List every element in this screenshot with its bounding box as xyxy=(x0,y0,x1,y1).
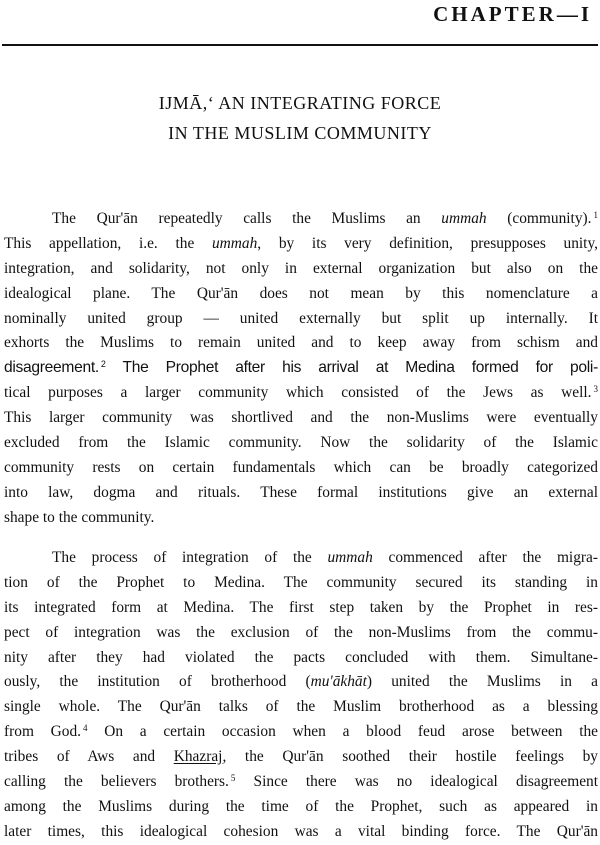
paragraph-1 xyxy=(4,207,598,531)
p1-line-2: This appellation, i.e. the ummah, by its very definition, presupposes unity, xyxy=(4,234,598,252)
p2-line-12: later times, this idealogical cohesion was a vital binding force. The Qur'ān xyxy=(4,822,598,840)
chapter-title-line-1: IJMĀ,‘ AN INTEGRATING FORCE xyxy=(158,93,442,113)
footnote-marker: 2 xyxy=(100,359,106,370)
p1-line-13: shape to the community. xyxy=(4,508,155,526)
p2-line-1: The process of integration of the ummah commenced after the migra- xyxy=(52,549,598,566)
header-rule xyxy=(2,44,598,46)
footnote-marker: 3 xyxy=(593,384,598,395)
p1-line-7: disagreement. $^2$ The Prophet after his arrival at Medina formed for poli- xyxy=(4,359,598,377)
p1-line-5: nominally united group — united externally but split up internally. It xyxy=(4,309,598,327)
p2-line-10: calling the believers brothers. $^5$ Since there was no idealogical disagreement xyxy=(4,773,598,791)
p1-line-3: integration, and solidarity, not only in external organization but also on the xyxy=(4,259,598,277)
p1-line-10: excluded from the Islamic community. Now the solidarity of the Islamic xyxy=(4,434,598,452)
p2-line-3: its integrated form at Medina. The first step taken by the Prophet in res- xyxy=(4,598,598,616)
p1-line-11: community rests on certain fundamentals which can be broadly categorized xyxy=(4,458,598,476)
p2-line-7: single whole. The Qur'ān talks of the Muslim brotherhood as a blessing xyxy=(4,698,598,716)
footnote-marker: 5 xyxy=(230,773,236,784)
p1-line-9: This larger community was shortlived and the non-Muslims were eventually xyxy=(4,409,598,427)
chapter-title-line-2: IN THE MUSLIM COMMUNITY xyxy=(168,123,432,143)
p2-line-8: from God. $^4$ On a certain occasion when a blood feud arose between the xyxy=(4,723,598,741)
p2-line-4: pect of integration was the exclusion of the non-Muslims from the commu- xyxy=(4,623,598,641)
p1-line-8: tical purposes a larger community which consisted of the Jews as well. $^3$ xyxy=(4,384,598,402)
p2-line-9: tribes of Aws and Khazraj, the Qur'ān soothed their hostile feelings by xyxy=(4,748,598,766)
chapter-heading: CHAPTER—I xyxy=(433,2,592,26)
p2-line-5: nity after they had violated the pacts concluded with them. Simultane- xyxy=(4,648,598,666)
footnote-marker: 1 xyxy=(593,210,598,220)
p1-line-6: exhorts the Muslims to remain united and to keep away from schism and xyxy=(4,334,598,352)
paragraph-2 xyxy=(4,546,598,845)
chapter-title xyxy=(0,88,600,148)
p2-line-11: among the Muslims during the time of the Prophet, such as appeared in xyxy=(4,797,598,815)
p1-line-12: into law, dogma and rituals. These formal institutions give an external xyxy=(4,483,598,501)
p1-line-4: idealogical plane. The Qur'ān does not mean by this nomenclature a xyxy=(4,284,598,302)
footnote-marker: 4 xyxy=(83,723,88,734)
p2-line-6: ously, the institution of brotherhood (mu'ākhāt) united the Muslims in a xyxy=(4,673,598,691)
p2-line-2: tion of the Prophet to Medina. The community secured its standing in xyxy=(4,573,598,591)
p1-line-1: The Qur'ān repeatedly calls the Muslims an ummah (community). $^1$ xyxy=(52,210,598,227)
